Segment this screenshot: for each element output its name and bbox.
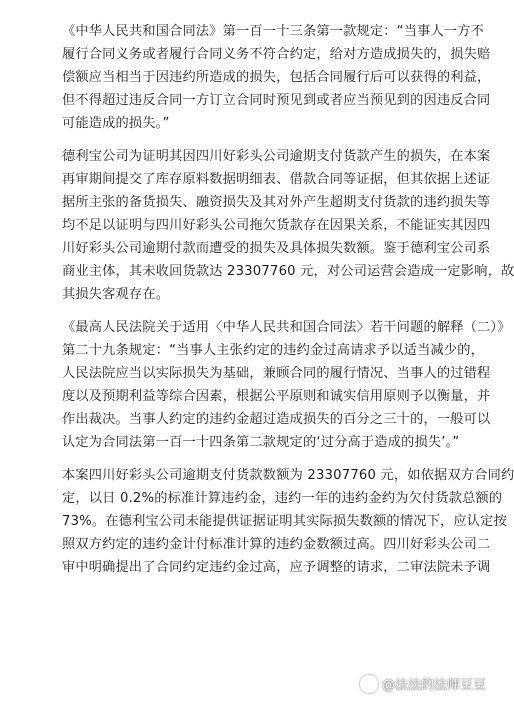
text-line: 本案四川好彩头公司逾期支付货款数额为 23307760 元，如依据双方合同约 [62, 468, 514, 483]
weibo-logo-icon [360, 675, 378, 693]
text-line: 认定为合同法第一百一十四条第二款规定的‘过分高于造成的损失’。” [62, 435, 460, 450]
text-line: 商业主体，其未收回货款达 23307760 元，对公司运营会造成一定影响，故 [62, 264, 514, 279]
paragraph-delibao-loss [62, 145, 514, 306]
text-line: 德利宝公司为证明其因四川好彩头公司逾期支付货款产生的损失，在本案 [62, 149, 491, 164]
text-line: 再审期间提交了库存原料数据明细表、借款合同等证据，但其依据上述证 [62, 172, 491, 187]
paragraph-contract-law-113 [62, 20, 491, 135]
text-line: 偿额应当相当于因违约所造成的损失，包括合同履行后可以获得的利益， [62, 70, 491, 85]
paragraph-judicial-interpretation-29 [62, 316, 511, 454]
text-line: 履行合同义务或者履行合同义务不符合约定，给对方造成损失的，损失赔 [62, 47, 491, 62]
text-line: 据所主张的备货损失、融资损失及其对外产生超期支付货款的违约损失等 [62, 195, 491, 210]
text-line: 定，以日 0.2%的标准计算违约金，违约一年的违约金约为欠付货款总额的 [62, 491, 503, 506]
text-line: 作出裁决。当事人约定的违约金超过造成损失的百分之三十的，一般可以 [62, 412, 491, 427]
text-line: 但不得超过违反合同一方订立合同时预见到或者应当预见到的因违反合同 [62, 93, 491, 108]
text-line: 人民法院应当以实际损失为基础，兼顾合同的履行情况、当事人的过错程 [62, 366, 491, 381]
text-line: 其损失客观存在。 [62, 287, 170, 302]
paragraph-gap [62, 454, 452, 464]
watermark [360, 674, 486, 693]
text-line: 《中华人民共和国合同法》第一百一十三条第一款规定：“当事人一方不 [62, 24, 485, 39]
text-line: 第二十九条规定：“当事人主张约定的违约金过高请求予以适当减少的， [62, 343, 485, 358]
text-line: 《最高人民法院关于适用〈中华人民共和国合同法〉若干问题的解释（二）》 [62, 320, 511, 335]
text-line: 73%。在德利宝公司未能提供证据证明其实际损失数额的情况下，应认定按 [62, 514, 507, 529]
text-line: 度以及预期利益等综合因素，根据公平原则和诚实信用原则予以衡量，并 [62, 389, 491, 404]
text-line: 照双方约定的违约金计付标准计算的违约金数额过高。四川好彩头公司二 [62, 537, 491, 552]
paragraph-gap [62, 135, 452, 145]
text-line: 审中明确提出了合同约定违约金过高，应予调整的请求，二审法院未予调 [62, 560, 491, 575]
paragraph-case-penalty [62, 464, 514, 579]
text-line: 可能造成的损失。” [62, 116, 170, 131]
text-line: 川好彩头公司逾期付款而遭受的损失及具体损失数额。鉴于德利宝公司系 [62, 241, 491, 256]
watermark-text: @法法的法师豆豆 [381, 678, 486, 693]
text-line: 均不足以证明与四川好彩头公司拖欠货款存在因果关系，不能证实其因四 [62, 218, 491, 233]
paragraph-gap [62, 306, 452, 316]
document-body [62, 20, 514, 579]
